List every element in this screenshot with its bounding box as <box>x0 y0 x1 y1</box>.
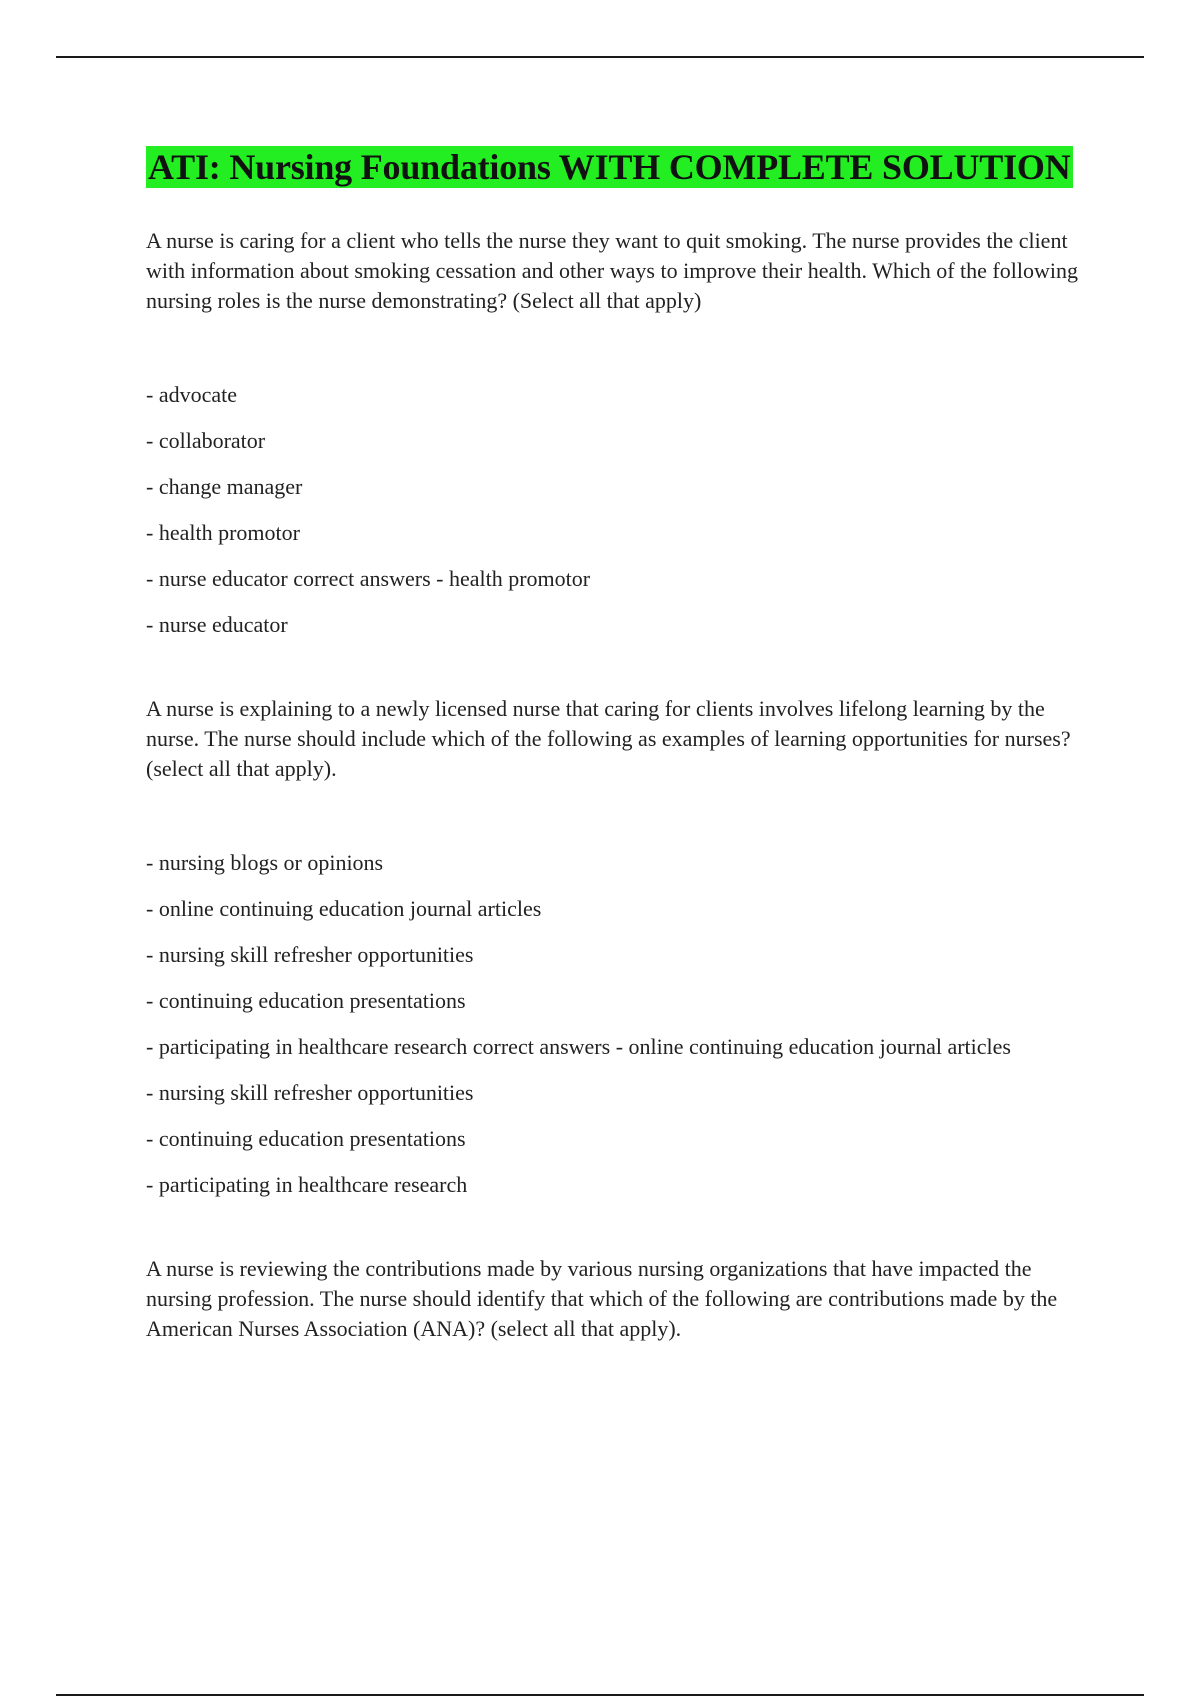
option-list <box>146 380 1086 640</box>
bottom-rule <box>56 1694 1144 1696</box>
option-item: - nurse educator correct answers - health promotor <box>146 566 591 591</box>
document-title: ATI: Nursing Foundations WITH COMPLETE SOLUTION <box>148 147 1071 187</box>
option-item: - participating in healthcare research <box>146 1172 468 1197</box>
option-item: - online continuing education journal articles <box>146 896 542 921</box>
option-item: - collaborator <box>146 428 266 453</box>
option-item: - change manager <box>146 474 303 499</box>
option-item: - health promotor <box>146 520 300 545</box>
question-text: A nurse is caring for a client who tells the nurse they want to quit smoking. The nurse provides the client with information about smoking cessation and other ways to improve their health. Which of the following nursing roles is the nurse demonstrating? (Select all that apply) <box>146 228 1078 313</box>
question-text: A nurse is reviewing the contributions made by various nursing organizations that have impacted the nursing profession. The nurse should identify that which of the following are contributions made by the American Nurses Association (ANA)? (select all that apply). <box>146 1256 1058 1341</box>
option-item: - nursing blogs or opinions <box>146 850 384 875</box>
option-item: - nursing skill refresher opportunities <box>146 1080 474 1105</box>
option-item: - continuing education presentations <box>146 988 466 1013</box>
option-item: - nursing skill refresher opportunities <box>146 942 474 967</box>
option-item: - continuing education presentations <box>146 1126 466 1151</box>
option-list <box>146 848 1086 1200</box>
top-rule <box>56 56 1144 58</box>
option-item: - nurse educator <box>146 612 288 637</box>
question-text: A nurse is explaining to a newly licensed nurse that caring for clients involves lifelong learning by the nurse. The nurse should include which of the following as examples of learning opportunities for nurses? (select all that apply). <box>146 696 1071 781</box>
option-item: - participating in healthcare research correct answers - online continuing education journal articles <box>146 1034 1011 1059</box>
option-item: - advocate <box>146 382 237 407</box>
document-body <box>146 146 1086 1344</box>
